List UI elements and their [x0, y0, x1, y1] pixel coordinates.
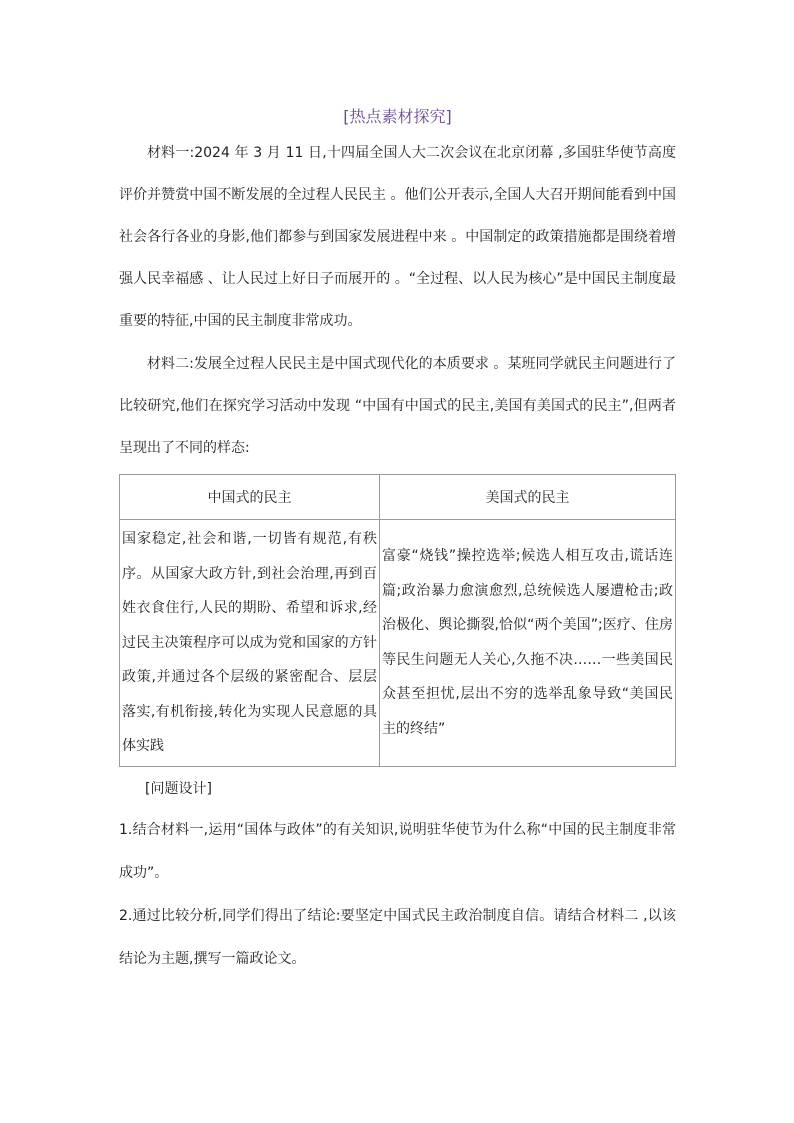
section-title: [热点素材探究] [343, 107, 452, 126]
material-one-paragraph: 材料一:2024 年 3 月 11 日,十四届全国人大二次会议在北京闭幕 ,多国驻华使节高度评价并赞赏中国不断发展的全过程人民民主 。他们公开表示,全国人大召开期间能看到中国社会各行各业的身影,他们都参与到国家发展进程中来 。中国制定的政策措施都是围绕着增强人民幸福感 、让人民过上好日子而展开的 。“全过程、以人民为核心”是中国民主制度最重要的特征,中国的民主制度非常成功。 [119, 145, 676, 329]
table-row [120, 520, 676, 767]
table-header-row [120, 475, 676, 520]
header-us-democracy: 美国式的民主 [380, 475, 676, 520]
question-item: 2.通过比较分析,同学们得出了结论:要坚定中国式民主政治制度自信。请结合材料二 ,以该结论为主题,撰写一篇政论文。 [119, 907, 676, 967]
material-two-paragraph: 材料二:发展全过程人民民主是中国式现代化的本质要求 。某班同学就民主问题进行了比较研究,他们在探究学习活动中发现 “中国有中国式的民主,美国有美国式的民主”,但两者呈现出了不同的样态: [119, 356, 676, 456]
cell-us-democracy: 富豪“烧钱”操控选举;候选人相互攻击,谎话连篇;政治暴力愈演愈烈,总统候选人屡遭枪击;政治极化、舆论撕裂,恰似“两个美国”;医疗、住房等民生问题无人关心,久拖不决……一些美国民众甚至担忧,层出不穷的选举乱象导致“美国民主的终结” [380, 520, 676, 767]
header-china-democracy: 中国式的民主 [120, 475, 380, 520]
question-heading: [问题设计] [145, 780, 212, 797]
question-item: 1.结合材料一,运用“国体与政体”的有关知识,说明驻华使节为什么称“中国的民主制度非常成功”。 [119, 821, 676, 881]
comparison-table [119, 474, 676, 767]
cell-china-democracy: 国家稳定,社会和谐,一切皆有规范,有秩序。从国家大政方针,到社会治理,再到百姓衣食住行,人民的期盼、希望和诉求,经过民主决策程序可以成为党和国家的方针政策,并通过各个层级的紧密配合、层层落实,有机衔接,转化为实现人民意愿的具体实践 [120, 520, 380, 767]
document-page [119, 100, 676, 981]
